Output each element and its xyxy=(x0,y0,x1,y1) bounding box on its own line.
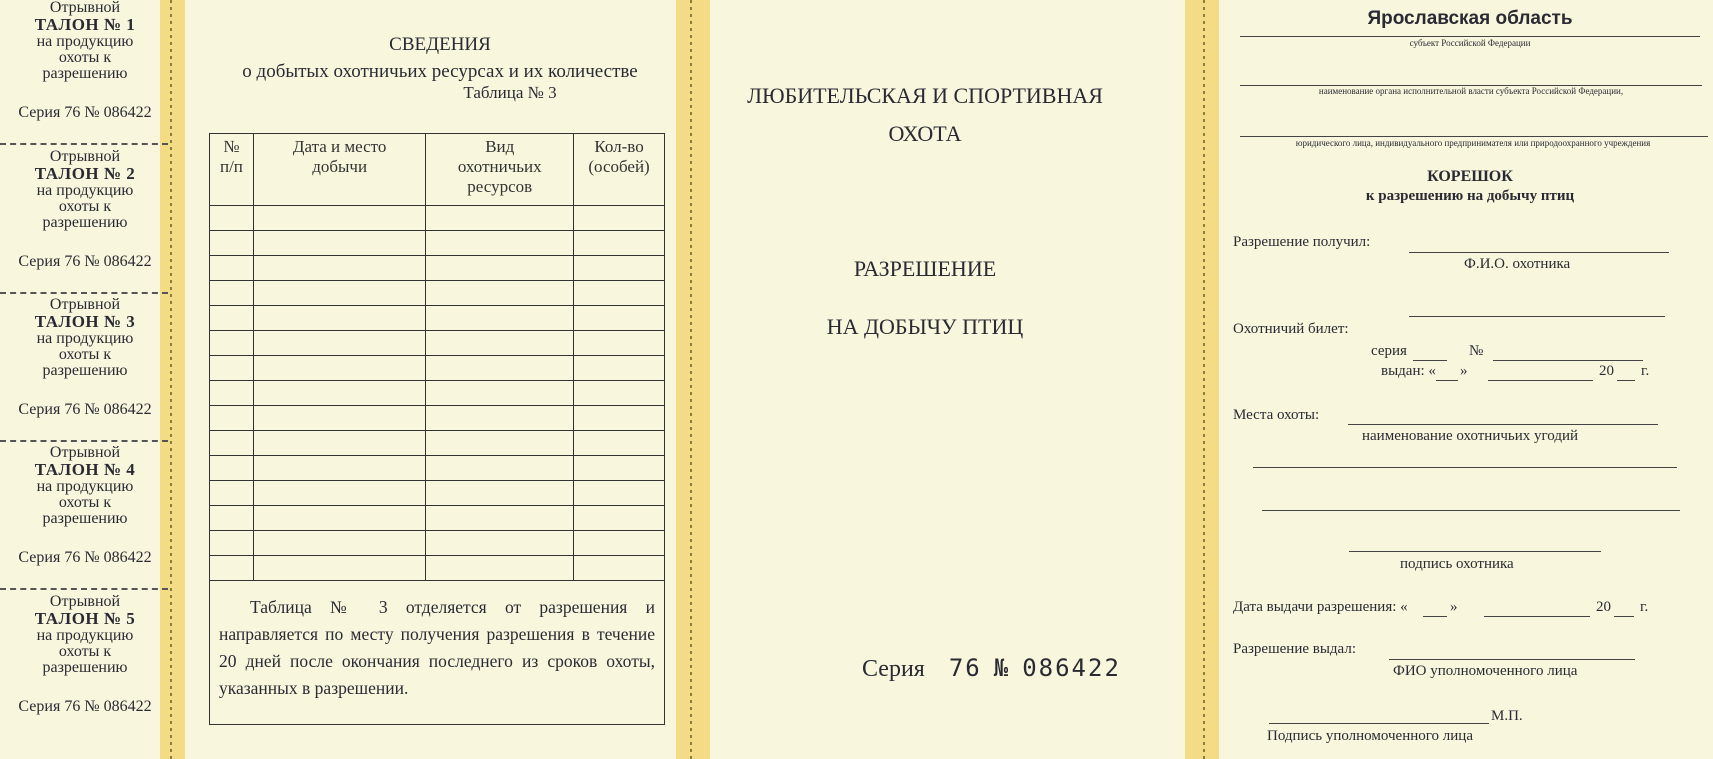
region-line xyxy=(1240,36,1700,37)
table-cell[interactable] xyxy=(426,456,574,481)
places-label: Места охоты: xyxy=(1233,407,1320,423)
perforation-3 xyxy=(1203,0,1205,759)
table-number: Таблица № 3 xyxy=(463,83,557,102)
issue-month-field[interactable] xyxy=(1484,616,1590,617)
stub-title: КОРЕШОК xyxy=(1427,168,1513,185)
issue-quote-close: » xyxy=(1450,599,1458,615)
stub-pre: Отрывной xyxy=(49,0,121,16)
stub-series: Серия 76 № 086422 xyxy=(18,104,152,121)
table-cell[interactable] xyxy=(426,356,574,381)
ticket-issued-label: выдан: « xyxy=(1381,363,1436,379)
received-field[interactable] xyxy=(1409,252,1669,253)
stub-line: охоты к xyxy=(58,49,112,66)
issued-by-field[interactable] xyxy=(1389,659,1635,660)
table-cell[interactable] xyxy=(253,431,426,456)
table-cell[interactable] xyxy=(253,231,426,256)
table-cell[interactable] xyxy=(210,256,254,281)
stub-line: на продукцию xyxy=(36,478,134,495)
table-cell[interactable] xyxy=(574,531,665,556)
table-cell[interactable] xyxy=(253,531,426,556)
signature-field[interactable] xyxy=(1349,551,1601,552)
stub-pre: Отрывной xyxy=(49,444,121,461)
table-cell[interactable] xyxy=(426,306,574,331)
table-cell[interactable] xyxy=(574,356,665,381)
issue-date-label: Дата выдачи разрешения: « xyxy=(1233,599,1408,615)
stub-title: ТАЛОН № 3 xyxy=(34,312,136,331)
table-row xyxy=(210,406,665,431)
ticket-month-field[interactable] xyxy=(1488,380,1593,381)
table-cell[interactable] xyxy=(253,331,426,356)
table-row xyxy=(210,531,665,556)
org-line-2 xyxy=(1240,136,1708,137)
places-field[interactable] xyxy=(1348,424,1658,425)
stub-tear-line[interactable] xyxy=(0,292,168,294)
table-heading: СВЕДЕНИЯ xyxy=(389,34,491,55)
table-row xyxy=(210,456,665,481)
stub-title: ТАЛОН № 2 xyxy=(34,164,136,183)
table-cell[interactable] xyxy=(253,306,426,331)
table-cell[interactable] xyxy=(426,431,574,456)
stub-line: охоты к xyxy=(58,643,112,660)
table-cell[interactable] xyxy=(426,231,574,256)
table-cell[interactable] xyxy=(210,481,254,506)
stub-line: разрешению xyxy=(42,214,128,231)
stub-line: разрешению xyxy=(42,510,128,527)
table-row xyxy=(210,206,665,231)
table-cell[interactable] xyxy=(426,481,574,506)
table-cell[interactable] xyxy=(210,231,254,256)
places-field-2[interactable] xyxy=(1253,467,1677,468)
stub-line: на продукцию xyxy=(36,330,134,347)
table-row xyxy=(210,481,665,506)
ticket-quote-close: » xyxy=(1460,363,1468,379)
table-cell[interactable] xyxy=(426,256,574,281)
table-cell[interactable] xyxy=(210,556,254,581)
table-cell[interactable] xyxy=(253,356,426,381)
tear-off-stub-5 xyxy=(0,594,170,676)
ticket-series-label: серия xyxy=(1371,343,1407,359)
table-cell[interactable] xyxy=(574,281,665,306)
stub-line: разрешению xyxy=(42,362,128,379)
table-row xyxy=(210,331,665,356)
places-field-3[interactable] xyxy=(1262,510,1680,511)
table-cell[interactable] xyxy=(253,556,426,581)
table-row xyxy=(210,556,665,581)
signature-caption: подпись охотника xyxy=(1400,556,1514,572)
table-cell[interactable] xyxy=(574,481,665,506)
table-row xyxy=(210,356,665,381)
ticket-no-field[interactable] xyxy=(1493,360,1643,361)
cover-permit-type: НА ДОБЫЧУ ПТИЦ xyxy=(826,314,1024,339)
table-cell[interactable] xyxy=(253,506,426,531)
ticket-year-prefix: 20 xyxy=(1599,363,1614,379)
table-row xyxy=(210,381,665,406)
ticket-year-field[interactable] xyxy=(1617,380,1635,381)
official-sign-field[interactable] xyxy=(1269,723,1489,724)
issue-year-suffix: г. xyxy=(1640,599,1649,615)
table-cell[interactable] xyxy=(210,206,254,231)
table-cell[interactable] xyxy=(210,531,254,556)
stub-line: на продукцию xyxy=(36,627,134,644)
org-caption-1: наименование органа исполнительной власти субъекта Российской Федерации, xyxy=(1318,86,1624,96)
ticket-year-suffix: г. xyxy=(1641,363,1650,379)
table-row xyxy=(210,306,665,331)
stub-line: разрешению xyxy=(42,659,128,676)
fold-band-3 xyxy=(1185,0,1219,759)
issued-by-label: Разрешение выдал: xyxy=(1233,641,1356,657)
stub-line: на продукцию xyxy=(36,33,134,50)
stub-pre: Отрывной xyxy=(49,148,121,165)
table-cell[interactable] xyxy=(210,381,254,406)
stub-title: ТАЛОН № 5 xyxy=(34,609,136,628)
table-cell[interactable] xyxy=(574,506,665,531)
issue-year-field[interactable] xyxy=(1614,616,1634,617)
table-cell[interactable] xyxy=(210,456,254,481)
col-date-place: Дата и место добычи xyxy=(253,134,426,206)
stub-series: Серия 76 № 086422 xyxy=(18,549,152,566)
stub-title: ТАЛОН № 4 xyxy=(34,460,136,479)
table-cell[interactable] xyxy=(426,281,574,306)
stub-subtitle: к разрешению на добычу птиц xyxy=(1365,188,1575,204)
table-cell[interactable] xyxy=(426,406,574,431)
table-cell[interactable] xyxy=(253,256,426,281)
stub-line: охоты к xyxy=(58,198,112,215)
stub-tear-line[interactable] xyxy=(0,440,168,442)
mp-label: М.П. xyxy=(1491,708,1523,724)
table-cell[interactable] xyxy=(210,506,254,531)
table-cell[interactable] xyxy=(210,356,254,381)
stub-series: Серия 76 № 086422 xyxy=(18,253,152,270)
fio-caption: Ф.И.О. охотника xyxy=(1464,256,1571,272)
perforation-1 xyxy=(170,0,172,759)
ticket-no-label: № xyxy=(1469,343,1484,359)
table-cell[interactable] xyxy=(210,281,254,306)
tear-off-stub-2 xyxy=(0,149,170,231)
table-cell[interactable] xyxy=(253,206,426,231)
ticket-day-field[interactable] xyxy=(1436,380,1458,381)
col-number: № п/п xyxy=(210,134,254,206)
cover-permit: РАЗРЕШЕНИЕ xyxy=(853,256,997,281)
issue-day-field[interactable] xyxy=(1423,616,1447,617)
cover-title-line1: ЛЮБИТЕЛЬСКАЯ И СПОРТИВНАЯ xyxy=(747,83,1103,108)
tear-off-stub-3 xyxy=(0,297,170,379)
region-caption: субъект Российской Федерации xyxy=(1409,38,1531,48)
stub-line: разрешению xyxy=(42,65,128,82)
cover-title-line2: ОХОТА xyxy=(888,121,962,146)
table-row xyxy=(210,506,665,531)
org-caption-2: юридического лица, индивидуального предпринимателя или природоохранного учреждения xyxy=(1295,138,1651,148)
perforation-2 xyxy=(690,0,692,759)
places-caption: наименование охотничьих угодий xyxy=(1362,428,1579,444)
table-cell[interactable] xyxy=(574,431,665,456)
stub-series: Серия 76 № 086422 xyxy=(18,401,152,418)
table-cell[interactable] xyxy=(426,381,574,406)
harvest-table xyxy=(209,133,665,581)
table-row xyxy=(210,256,665,281)
official-caption: ФИО уполномоченного лица xyxy=(1393,663,1578,679)
tear-off-stub-1 xyxy=(0,0,170,82)
ticket-series-field[interactable] xyxy=(1413,360,1447,361)
cover-serial: Серия 76 № 086422 xyxy=(862,654,1121,682)
table-row xyxy=(210,231,665,256)
table-note: Таблица № 3 отделяется от разрешения и направляется по месту получения разрешения в течение 20 дней после окончания последнего из сроков охоты, указанных в разрешении. xyxy=(219,597,655,698)
table-row xyxy=(210,431,665,456)
table-cell[interactable] xyxy=(574,331,665,356)
table-cell[interactable] xyxy=(210,406,254,431)
table-cell[interactable] xyxy=(253,381,426,406)
table-cell[interactable] xyxy=(426,556,574,581)
table-cell[interactable] xyxy=(574,231,665,256)
stub-line: на продукцию xyxy=(36,182,134,199)
table-cell[interactable] xyxy=(574,556,665,581)
ticket-label: Охотничий билет: xyxy=(1233,321,1349,337)
stub-title: ТАЛОН № 1 xyxy=(34,15,136,34)
table-cell[interactable] xyxy=(210,306,254,331)
table-subheading: о добытых охотничьих ресурсах и их количестве xyxy=(242,61,638,82)
table-cell[interactable] xyxy=(210,331,254,356)
tear-off-stub-4 xyxy=(0,445,170,527)
table-cell[interactable] xyxy=(253,281,426,306)
received-label: Разрешение получил: xyxy=(1233,234,1371,250)
stub-line: охоты к xyxy=(58,346,112,363)
table-cell[interactable] xyxy=(426,531,574,556)
table-cell[interactable] xyxy=(426,331,574,356)
stub-line: охоты к xyxy=(58,494,112,511)
stub-pre: Отрывной xyxy=(49,296,121,313)
table-cell[interactable] xyxy=(253,456,426,481)
stub-tear-line[interactable] xyxy=(0,143,168,145)
table-cell[interactable] xyxy=(574,381,665,406)
received-field-2[interactable] xyxy=(1409,316,1665,317)
stub-tear-line[interactable] xyxy=(0,588,168,590)
table-cell[interactable] xyxy=(426,206,574,231)
table-cell[interactable] xyxy=(574,456,665,481)
table-cell[interactable] xyxy=(574,256,665,281)
stub-pre: Отрывной xyxy=(49,593,121,610)
table-cell[interactable] xyxy=(574,306,665,331)
table-cell[interactable] xyxy=(426,506,574,531)
issue-year-prefix: 20 xyxy=(1596,599,1611,615)
col-count: Кол-во (особей) xyxy=(574,134,665,206)
col-species: Вид охотничьих ресурсов xyxy=(426,134,574,206)
table-row xyxy=(210,281,665,306)
table-cell[interactable] xyxy=(253,481,426,506)
table-cell[interactable] xyxy=(574,406,665,431)
table-cell[interactable] xyxy=(210,431,254,456)
official-sign-caption: Подпись уполномоченного лица xyxy=(1267,728,1473,744)
table-cell[interactable] xyxy=(574,206,665,231)
stub-series: Серия 76 № 086422 xyxy=(18,698,152,715)
region-name: Ярославская область xyxy=(1367,8,1573,29)
table-cell[interactable] xyxy=(253,406,426,431)
